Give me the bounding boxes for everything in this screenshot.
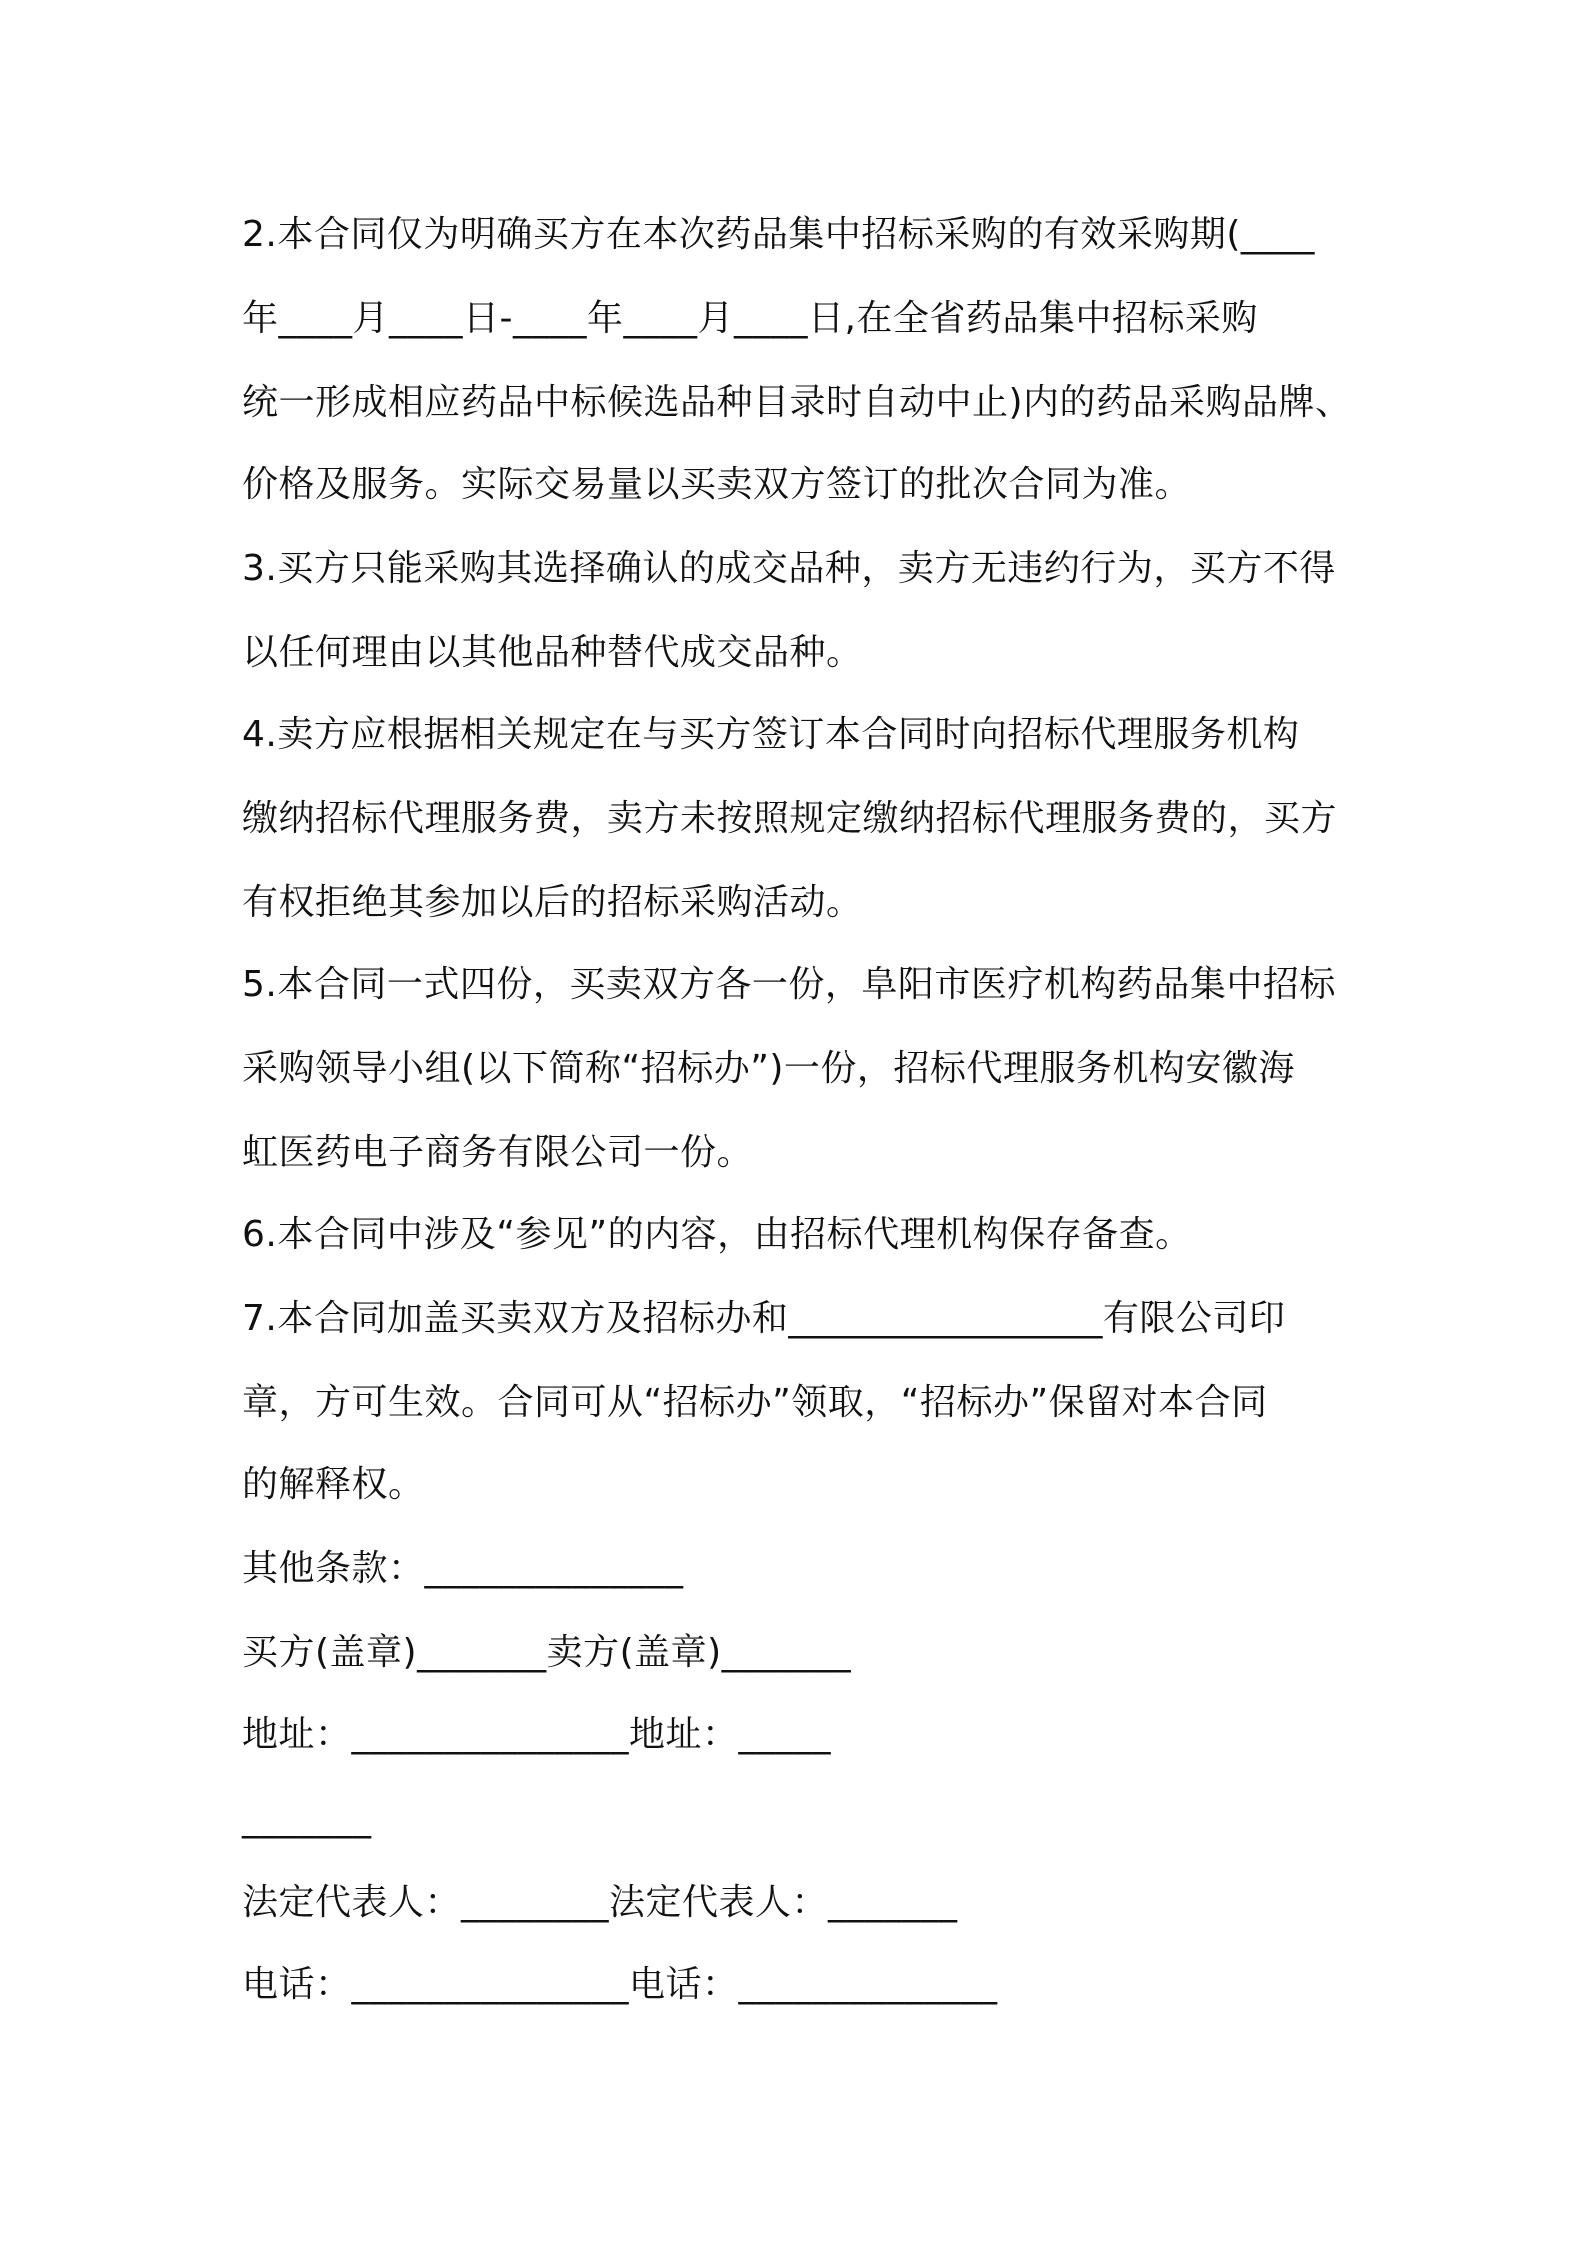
- clause-7-line-2: 章，方可生效。合同可从“招标办”领取，“招标办”保留对本合同: [242, 1382, 1268, 1423]
- address-line: 地址：_______________地址：_____: [242, 1714, 832, 1755]
- clause-7-line-1: 7.本合同加盖买卖双方及招标办和_________________有限公司印: [242, 1298, 1286, 1339]
- address-continuation-line: _______: [242, 1798, 372, 1839]
- legal-representative-line: 法定代表人：________法定代表人：_______: [242, 1882, 958, 1923]
- clause-2-line-2: 年____月____日-____年____月____日,在全省药品集中招标采购: [242, 298, 1258, 339]
- clause-5-line-2: 采购领导小组(以下简称“招标办”)一份，招标代理服务机构安徽海: [242, 1048, 1295, 1089]
- clause-2-line-1: 2.本合同仅为明确买方在本次药品集中招标采购的有效采购期(____: [242, 214, 1315, 255]
- other-terms-line: 其他条款：______________: [242, 1548, 684, 1589]
- phone-line: 电话：_______________电话：______________: [242, 1964, 998, 2005]
- clause-4-line-1: 4.卖方应根据相关规定在与买方签订本合同时向招标代理服务机构: [242, 714, 1300, 755]
- clause-3-line-2: 以任何理由以其他品种替代成交品种。: [242, 632, 863, 673]
- seal-line: 买方(盖章)_______卖方(盖章)_______: [242, 1632, 852, 1673]
- clause-6-line-1: 6.本合同中涉及“参见”的内容，由招标代理机构保存备查。: [242, 1214, 1192, 1255]
- clause-3-line-1: 3.买方只能采购其选择确认的成交品种，卖方无违约行为，买方不得: [242, 548, 1336, 589]
- clause-5-line-1: 5.本合同一式四份，买卖双方各一份，阜阳市医疗机构药品集中招标: [242, 964, 1336, 1005]
- clause-7-line-3: 的解释权。: [242, 1464, 425, 1505]
- clause-5-line-3: 虹医药电子商务有限公司一份。: [242, 1132, 754, 1173]
- clause-4-line-2: 缴纳招标代理服务费，卖方未按照规定缴纳招标代理服务费的，买方: [242, 798, 1338, 839]
- clause-4-line-3: 有权拒绝其参加以后的招标采购活动。: [242, 882, 863, 923]
- clause-2-line-3: 统一形成相应药品中标候选品种目录时自动中止)内的药品采购品牌、: [242, 382, 1352, 423]
- clause-2-line-4: 价格及服务。实际交易量以买卖双方签订的批次合同为准。: [242, 464, 1192, 505]
